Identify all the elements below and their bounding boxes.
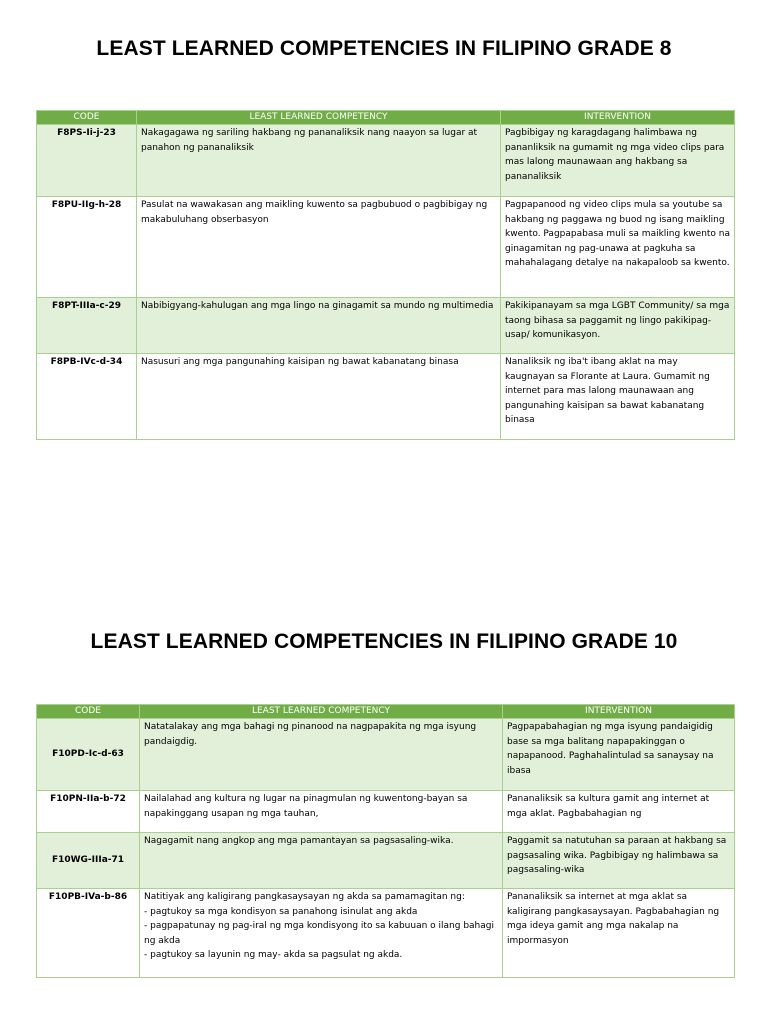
intervention-text: Pagpapanood ng video clips mula sa youtube sa hakbang ng paggawa ng buod ng isang maikling kwento. Pagpapabasa muli sa maikling kwento na ginagamitan ng pag-unawa at pagkuha sa mahahalagang detalye na nakapaloob sa kwento.	[501, 197, 735, 298]
competency-text: Natatalakay ang mga bahagi ng pinanood na nagpapakita ng mga isyung pandaigdig.	[140, 719, 503, 791]
competency-code: F8PB-IVc-d-34	[37, 354, 137, 440]
table-row	[37, 719, 735, 791]
grade-8-title: LEAST LEARNED COMPETENCIES IN FILIPINO GRADE 8	[96, 37, 672, 60]
grade-10-title: LEAST LEARNED COMPETENCIES IN FILIPINO GRADE 10	[90, 630, 678, 653]
competency-code: F8PS-Ii-j-23	[37, 125, 137, 197]
competency-column-header: LEAST LEARNED COMPETENCY	[140, 705, 503, 719]
competency-text: Nakagagawa ng sariling hakbang ng pananaliksik nang naayon sa lugar at panahon ng pananaliksik	[137, 125, 501, 197]
intervention-text: Pagbibigay ng karagdagang halimbawa ng pananliksik na gumamit ng mga video clips para mas lalong maunawaan ang hakbang sa pananaliksik	[501, 125, 735, 197]
table-header-row	[37, 705, 735, 719]
competency-code: F10WG-IIIa-71	[37, 833, 140, 889]
intervention-text: Pananaliksik sa internet at mga aklat sa kaligirang pangkasaysayan. Pagbabahagian ng mga ideya gamit ang mga nakalap na impormasyon	[503, 889, 735, 978]
competency-text: Nasusuri ang mga pangunahing kaisipan ng bawat kabanatang binasa	[137, 354, 501, 440]
competency-code: F10PB-IVa-b-86	[37, 889, 140, 978]
grade-10-competency-table	[36, 704, 735, 978]
table-row	[37, 833, 735, 889]
code-column-header: CODE	[37, 111, 137, 125]
competency-column-header: LEAST LEARNED COMPETENCY	[137, 111, 501, 125]
intervention-text: Pagpapabahagian ng mga isyung pandaigidig base sa mga balitang napapakinggan o napapanood. Paghahalintulad sa sanaysay na ibasa	[503, 719, 735, 791]
competency-text: Nagagamit nang angkop ang mga pamantayan sa pagsasaling-wika.	[140, 833, 503, 889]
table-row	[37, 354, 735, 440]
intervention-text: Paggamit sa natutuhan sa paraan at hakbang sa pagsasaling wika. Pagbibigay ng halimbawa sa pagsasaling-wika	[503, 833, 735, 889]
table-row	[37, 298, 735, 354]
competency-code: F10PD-Ic-d-63	[37, 719, 140, 791]
competency-code: F10PN-IIa-b-72	[37, 791, 140, 833]
table-row	[37, 197, 735, 298]
table-row	[37, 889, 735, 978]
competency-text: Nailalahad ang kultura ng lugar na pinagmulan ng kuwentong-bayan sa napakinggang usapan ng mga tauhan,	[140, 791, 503, 833]
grade-8-competency-table	[36, 110, 735, 440]
table-row	[37, 125, 735, 197]
competency-text: Nabibigyang-kahulugan ang mga lingo na ginagamit sa mundo ng multimedia	[137, 298, 501, 354]
table-row	[37, 791, 735, 833]
intervention-column-header: INTERVENTION	[503, 705, 735, 719]
table-header-row	[37, 111, 735, 125]
intervention-column-header: INTERVENTION	[501, 111, 735, 125]
intervention-text: Pakikipanayam sa mga LGBT Community/ sa mga taong bihasa sa paggamit ng lingo pakikipag-usap/ komunikasyon.	[501, 298, 735, 354]
competency-code: F8PU-IIg-h-28	[37, 197, 137, 298]
intervention-text: Pananaliksik sa kultura gamit ang internet at mga aklat. Pagbabahagian ng	[503, 791, 735, 833]
code-column-header: CODE	[37, 705, 140, 719]
competency-text: Pasulat na wawakasan ang maikling kuwento sa pagbubuod o pagbibigay ng makabuluhang obserbasyon	[137, 197, 501, 298]
competency-code: F8PT-IIIa-c-29	[37, 298, 137, 354]
intervention-text: Nanaliksik ng iba't ibang aklat na may kaugnayan sa Florante at Laura. Gumamit ng internet para mas lalong maunawaan ang pangunahing kaisipan sa bawat kabanatang binasa	[501, 354, 735, 440]
competency-text: Natitiyak ang kaligirang pangkasaysayan ng akda sa pamamagitan ng: - pagtukoy sa mga kondisyon sa panahong isinulat ang akda - pagpapatunay ng pag-iral ng mga kondisyong ito sa kabuuan o ilang bahagi ng akda - pagtukoy sa layunin ng may- akda sa pagsulat ng akda.	[140, 889, 503, 978]
